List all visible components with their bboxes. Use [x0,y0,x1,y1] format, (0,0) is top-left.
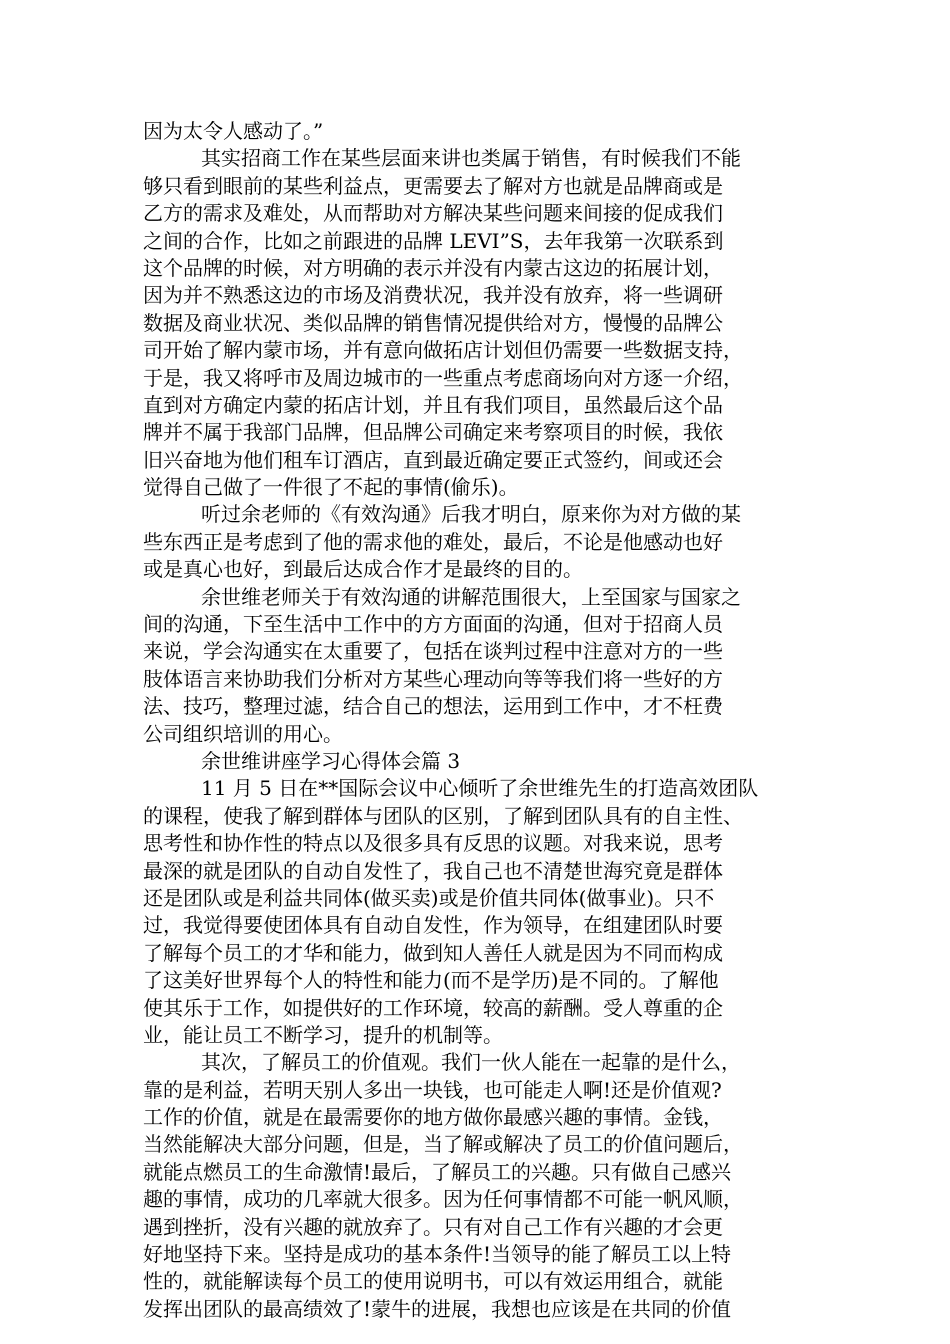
text-line: 听过余老师的《有效沟通》后我才明白，原来你为对方做的某 [201,502,741,527]
text-line: 趣的事情，成功的几率就大很多。因为任何事情都不可能一帆风顺， [143,1187,743,1212]
text-line: 公司组织培训的用心。 [143,721,343,746]
text-line: 觉得自己做了一件很了不起的事情(偷乐)。 [143,475,519,500]
text-line: 因为太令人感动了。” [143,119,324,143]
text-line: 或是真心也好，到最后达成合作才是最终的目的。 [143,557,583,582]
text-line: 还是团队或是利益共同体(做买卖)或是价值共同体(做事业)。只不 [143,885,715,910]
text-line: 发挥出团队的最高绩效了!蒙牛的进展，我想也应该是在共同的价值 [143,1296,732,1321]
text-line: 数据及商业状况、类似品牌的销售情况提供给对方，慢慢的品牌公 [143,310,723,335]
text-line: 了解每个员工的才华和能力，做到知人善任人就是因为不同而构成 [143,940,723,965]
text-line: 法、技巧，整理过滤，结合自己的想法，运用到工作中，才不枉费 [143,694,723,719]
text-line: 这个品牌的时候，对方明确的表示并没有内蒙古这边的拓展计划， [143,255,723,280]
text-line: 遇到挫折，没有兴趣的就放弃了。只有对自己工作有兴趣的才会更 [143,1214,723,1239]
text-line: 当然能解决大部分问题，但是，当了解或解决了员工的价值问题后， [143,1132,743,1157]
text-line: 司开始了解内蒙市场，并有意向做拓店计划但仍需要一些数据支持， [143,338,743,363]
text-line: 间的沟通，下至生活中工作中的方方面面的沟通，但对于招商人员 [143,612,723,637]
text-line: 过，我觉得要使团体具有自动自发性，作为领导，在组建团队时要 [143,913,723,938]
text-line: 因为并不熟悉这边的市场及消费状况，我并没有放弃，将一些调研 [143,283,723,308]
text-line: 乙方的需求及难处，从而帮助对方解决某些问题来间接的促成我们 [143,201,723,226]
document-body-text [143,118,823,1323]
text-line: 肢体语言来协助我们分析对方某些心理动向等等我们将一些好的方 [143,666,723,691]
text-line: 牌并不属于我部门品牌，但品牌公司确定来考察项目的时候，我依 [143,420,723,445]
text-line: 最深的就是团队的自动自发性了，我自己也不清楚世海究竟是群体 [143,858,723,883]
text-line: 就能点燃员工的生命激情!最后，了解员工的兴趣。只有做自己感兴 [143,1159,732,1184]
text-line: 够只看到眼前的某些利益点，更需要去了解对方也就是品牌商或是 [143,173,723,198]
text-line: 余世维讲座学习心得体会篇 3 [201,748,461,773]
text-line: 的课程，使我了解到群体与团队的区别，了解到团队具有的自主性、 [143,803,743,828]
text-line: 于是，我又将呼市及周边城市的一些重点考虑商场向对方逐一介绍， [143,365,743,390]
text-line: 来说，学会沟通实在太重要了，包括在谈判过程中注意对方的一些 [143,639,723,664]
text-line: 其实招商工作在某些层面来讲也类属于销售，有时候我们不能 [201,146,741,171]
text-line: 使其乐于工作，如提供好的工作环境，较高的薪酬。受人尊重的企 [143,995,723,1020]
text-line: 工作的价值，就是在最需要你的地方做你最感兴趣的事情。金钱， [143,1105,723,1130]
text-line: 之间的合作，比如之前跟进的品牌 LEVI”S，去年我第一次联系到 [143,228,724,253]
text-line: 其次，了解员工的价值观。我们一伙人能在一起靠的是什么， [201,1050,741,1075]
text-line: 旧兴奋地为他们租车订酒店，直到最近确定要正式签约，间或还会 [143,447,723,472]
text-line: 些东西正是考虑到了他的需求他的难处，最后，不论是他感动也好 [143,529,723,554]
text-line: 业，能让员工不断学习，提升的机制等。 [143,1022,503,1047]
text-line: 余世维老师关于有效沟通的讲解范围很大，上至国家与国家之 [201,584,741,609]
text-line: 好地坚持下来。坚持是成功的基本条件!当领导的能了解员工以上特 [143,1242,732,1267]
text-line: 了这美好世界每个人的特性和能力(而不是学历)是不同的。了解他 [143,968,719,993]
text-line: 11 月 5 日在**国际会议中心倾听了余世维先生的打造高效团队 [201,776,759,801]
text-line: 思考性和协作性的特点以及很多具有反思的议题。对我来说，思考 [143,831,723,856]
text-line: 直到对方确定内蒙的拓店计划，并且有我们项目，虽然最后这个品 [143,392,723,417]
text-line: 性的，就能解读每个员工的使用说明书，可以有效运用组合，就能 [143,1269,723,1294]
text-line: 靠的是利益，若明天别人多出一块钱，也可能走人啊!还是价值观? [143,1077,722,1102]
